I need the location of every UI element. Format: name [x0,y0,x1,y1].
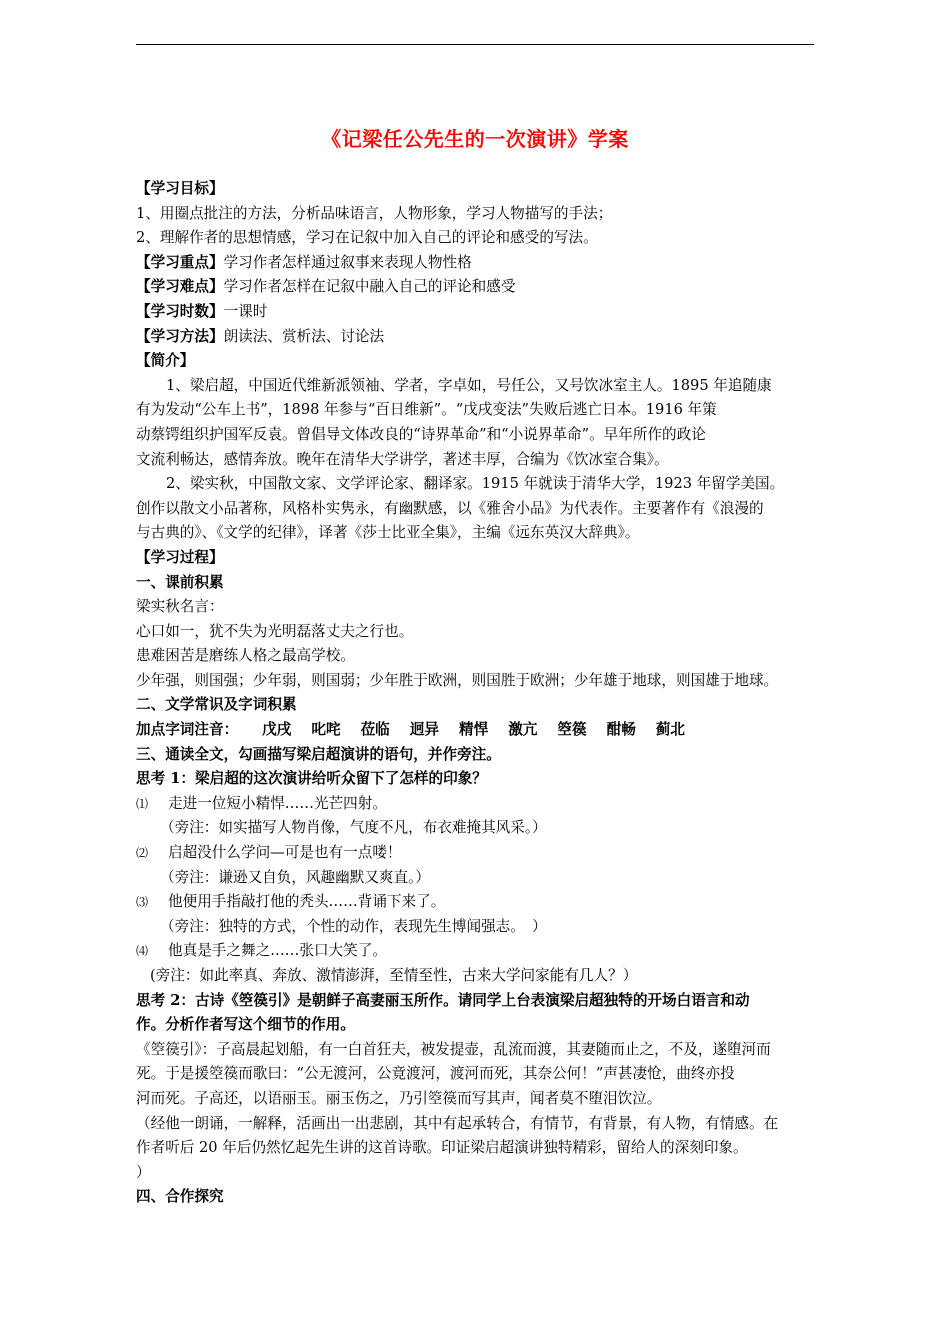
question-2-cont: 作。分析作者写这个细节的作用。 [136,1016,355,1034]
item-number: ⑵ [136,846,149,861]
question-2: 思考 2：古诗《箜篌引》是朝鲜子高妻丽玉所作。请同学上台表演梁启超独特的开场白语言和动 [136,991,750,1009]
question-1: 思考 1：梁启超的这次演讲给听众留下了怎样的印象？ [136,770,487,788]
document-body [136,177,826,1210]
objective-item: 2、理解作者的思想情感，学习在记叙中加入自己的评论和感受的写法。 [136,229,598,247]
list-item [136,939,826,964]
intro-line: 动蔡锷组织护国军反袁。曾倡导文体改良的“诗界革命”和“小说界革命”。早年所作的政论 [136,425,706,443]
focus-heading: 【学习重点】 [136,253,224,271]
hours-line [136,300,826,325]
list-item [136,890,826,915]
intro-line: 2、梁实秋，中国散文家、文学评论家、翻译家。1915 年就读于清华大学，1923 年留学美国。 [166,475,785,493]
intro-line: 有为发动“公车上书”，1898 年参与“百日维新”。“戊戌变法”失败后逃亡日本。1916 年策 [136,401,717,419]
intro-line: 1、梁启超，中国近代维新派领袖、学者，字卓如，号任公，又号饮冰室主人。1895 年追随康 [166,376,772,394]
quote-line: 少年强，则国强；少年弱，则国弱；少年胜于欧洲，则国胜于欧洲；少年雄于地球，则国雄于地球。 [136,671,779,689]
vocab-word: 莅临 [360,721,390,739]
item-text: 走进一位短小精悍……光芒四射。 [168,794,387,812]
focus-text: 学习作者怎样通过叙事来表现人物性格 [223,253,472,271]
list-item [136,792,826,817]
annotation: （旁注：谦逊又自负，风趣幽默又爽直。） [160,868,430,886]
poem-line: 《箜篌引》：子高晨起划船，有一白首狂夫，被发提壶，乱流而渡，其妻随而止之，不及，遂堕河而 [136,1040,771,1058]
process-heading: 【学习过程】 [136,548,224,566]
commentary-line: （经他一朗诵，一解释，活画出一出悲剧，其中有起承转合，有情节，有背景，有人物，有情感。在 [136,1114,779,1132]
commentary-line: ） [136,1163,151,1181]
annotation: （旁注：独特的方式，个性的动作，表现先生博闻强志。 ） [160,917,547,935]
objectives-heading: 【学习目标】 [136,180,224,197]
quote-line: 患难困苦是磨练人格之最高学校。 [136,647,355,665]
item-text: 他便用手指敲打他的秃头……背诵下来了。 [168,893,446,911]
list-item [136,841,826,866]
item-text: 他真是手之舞之……张口大笑了。 [168,942,387,960]
section-2-heading: 二、文学常识及字词积累 [136,696,297,714]
annotation: (旁注：如此率真、奔放、激情澎湃，至情至性，古来大学问家能有几人？） [150,967,638,984]
difficulty-text: 学习作者怎样在记叙中融入自己的评论和感受 [223,278,516,296]
intro-heading: 【简介】 [136,352,195,370]
vocab-word: 蓟北 [655,721,685,739]
vocab-word: 戊戌 [262,721,292,739]
vocab-word: 迥异 [409,721,439,739]
item-text: 启超没什么学问—可是也有一点喽！ [168,844,402,862]
vocab-line [136,718,826,743]
vocab-label: 加点字词注音： [136,721,239,739]
header-rule [136,44,814,45]
method-text: 朗读法、赏析法、讨论法 [223,327,385,345]
poem-line: 河而死。子高还，以语丽玉。丽玉伤之，乃引箜篌而写其声，闻者莫不堕泪饮泣。 [136,1089,662,1107]
hours-heading: 【学习时数】 [136,302,224,320]
page-title: 《记梁任公先生的一次演讲》学案 [321,127,629,151]
vocab-word: 酣畅 [606,721,636,739]
vocab-word: 精悍 [458,721,489,739]
section-4-heading: 四、合作探究 [136,1188,224,1206]
difficulty-line [136,275,826,300]
intro-line: 文流利畅达，感情奔放。晚年在清华大学讲学，著述丰厚，合编为《饮冰室合集》。 [136,450,669,468]
item-number: ⑷ [136,944,149,959]
intro-line: 与古典的》、《文学的纪律》，译著《莎士比亚全集》，主编《远东英汉大辞典》。 [136,524,640,542]
objective-item: 1、用圈点批注的方法，分析品味语言，人物形象，学习人物描写的手法； [136,204,613,222]
vocab-word: 叱咤 [311,721,341,739]
difficulty-heading: 【学习难点】 [136,278,224,296]
section-3-heading: 三、通读全文，勾画描写梁启超演讲的语句，并作旁注。 [136,745,501,763]
poem-line: 死。于是援箜篌而歌曰：“公无渡河，公竟渡河，渡河而死，其奈公何！”声甚凄怆，曲终亦投 [136,1065,735,1083]
annotation: （旁注：如实描写人物肖像，气度不凡，布衣难掩其风采。） [160,819,547,837]
method-line [136,325,826,350]
intro-line: 创作以散文小品著称，风格朴实隽永，有幽默感，以《雅舍小品》为代表作。主要著作有《浪漫的 [136,499,764,517]
vocab-word: 箜篌 [557,721,587,739]
hours-text: 一课时 [223,302,268,320]
commentary-line: 作者听后 20 年后仍然忆起先生讲的这首诗歌。印证梁启超演讲独特精彩，留给人的深刻印象。 [136,1139,748,1157]
method-heading: 【学习方法】 [136,327,224,345]
section-1-heading: 一、课前积累 [136,573,224,591]
quotes-label: 梁实秋名言： [136,598,224,616]
quote-line: 心口如一，犹不失为光明磊落丈夫之行也。 [136,622,414,640]
focus-line [136,251,826,276]
vocab-word: 激亢 [508,721,538,739]
item-number: ⑶ [136,895,149,910]
item-number: ⑴ [136,796,149,811]
